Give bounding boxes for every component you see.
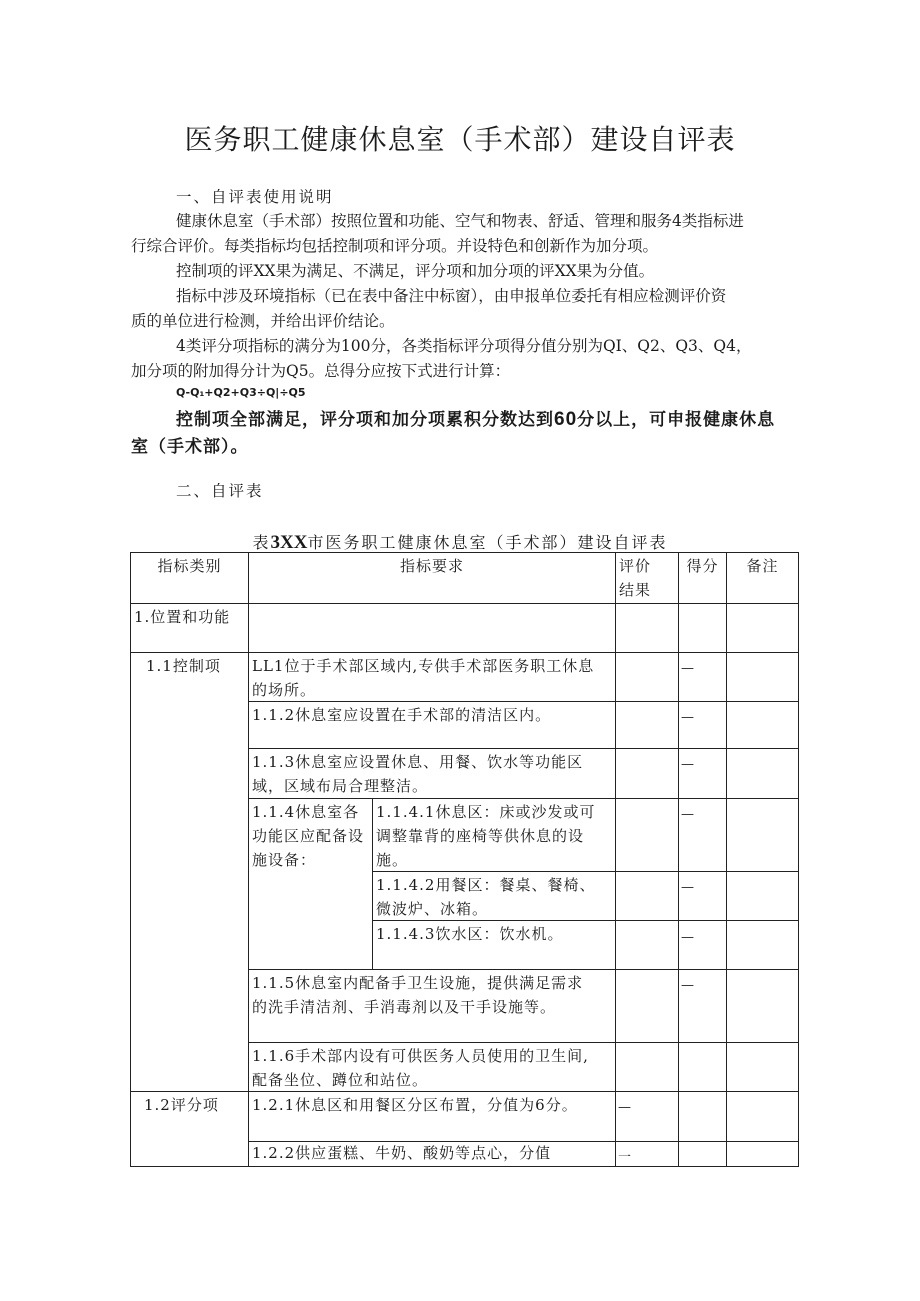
requirement-1-1-4-3: 1.1.4.3饮水区：饮水机。 [376, 925, 564, 943]
table-border-left [130, 552, 131, 1167]
header-note: 备注 [746, 557, 779, 575]
table-col-line-3 [678, 552, 679, 1167]
requirement-1-1-1-line-1: LL1位于手术部区域内,专供手术部医务职工休息 [252, 657, 595, 675]
requirement-1-2-1: 1.2.1休息区和用餐区分区布置，分值为6分。 [252, 1096, 578, 1114]
requirement-1-1-6-line-2: 配备坐位、蹲位和站位。 [252, 1071, 429, 1089]
paragraph-4-line-2: 加分项的附加得分计为Q5。总得分应按下式进行计算： [131, 362, 511, 380]
requirement-1-1-4-1-line-2: 调整靠背的座椅等供休息的设 [376, 827, 585, 845]
table-row-line [248, 1042, 798, 1043]
requirement-1-1-1-line-2: 的场所。 [252, 681, 317, 699]
section1-heading: 一、自评表使用说明 [176, 188, 334, 206]
score-blank-mark: — [681, 710, 694, 725]
header-category: 指标类别 [157, 557, 222, 575]
category-1: 1.位置和功能 [134, 608, 231, 626]
score-blank-mark: — [681, 978, 694, 993]
table-row-line [248, 701, 798, 702]
header-requirement: 指标要求 [399, 557, 464, 575]
paragraph-5-text-b: 分以上，可申报健康休息 [577, 410, 776, 430]
page-title: 医务职工健康休息室（手术部）建设自评表 [184, 123, 736, 156]
table-col-line-2 [615, 552, 616, 1167]
requirement-1-1-6-line-1: 1.1.6手术部内设有可供医务人员使用的卫生间, [252, 1047, 589, 1065]
requirement-1-1-4-line-1: 1.1.4休息室各 [252, 803, 360, 821]
table-subcol-line [372, 798, 373, 969]
caption-bold: 3XX [270, 532, 308, 553]
table-header-bottom [130, 603, 798, 604]
paragraph-3-line-1: 指标中涉及环境指标（已在表中备注中标窗），由申报单位委托有相应检测评价资 [176, 287, 727, 305]
table-border-top [130, 552, 798, 553]
table-border-right [798, 552, 799, 1167]
caption-prefix: 表 [252, 533, 271, 552]
header-score: 得分 [686, 557, 719, 575]
table-row-line [248, 798, 798, 799]
table-row-line [130, 1091, 798, 1092]
paragraph-4-line-1: 4类评分项指标的满分为100分，各类指标评分项得分值分别为QI、Q2、Q3、Q4， [176, 337, 752, 355]
score-blank-mark: — [681, 807, 694, 822]
score-formula: Q-Q₁+Q2+Q3÷Q|÷Q5 [176, 386, 306, 399]
table-row-line [372, 871, 798, 872]
paragraph-1-line-1: 健康休息室（手术部）按照位置和功能、空气和物表、舒适、管理和服务4类指标进 [176, 212, 744, 230]
header-result-line-2: 结果 [619, 581, 652, 599]
requirement-1-1-4-1-line-1: 1.1.4.1休息区：床或沙发或可 [376, 803, 596, 821]
table-col-line-4 [726, 552, 727, 1167]
category-1-2: 1.2评分项 [144, 1096, 219, 1114]
paragraph-2: 控制项的评XX果为满足、不满足，评分项和加分项的评XX果为分值。 [176, 262, 655, 280]
requirement-1-2-2: 1.2.2供应蛋糕、牛奶、酸奶等点心，分值 [252, 1144, 552, 1162]
requirement-1-1-4-2-line-2: 微波炉、冰箱。 [376, 900, 489, 918]
paragraph-5-threshold: 60 [554, 409, 578, 430]
result-blank-mark: 一 [618, 1150, 632, 1165]
requirement-1-1-5-line-2: 的洗手清洁剂、手消毒剂以及干手设施等。 [252, 998, 557, 1016]
paragraph-1-line-2: 行综合评价。每类指标均包括控制项和评分项。并设特色和创新作为加分项。 [131, 237, 659, 255]
table-border-bottom [130, 1166, 798, 1167]
requirement-1-1-5-line-1: 1.1.5休息室内配备手卫生设施，提供满足需求 [252, 974, 584, 992]
score-blank-mark: — [681, 757, 694, 772]
table-row-line [248, 969, 798, 970]
caption-suffix: 市医务职工健康休息室（手术部）建设自评表 [307, 533, 668, 552]
requirement-1-1-3-line-2: 域，区域布局合理整洁。 [252, 777, 429, 795]
section2-heading: 二、自评表 [176, 482, 264, 500]
score-blank-mark: — [681, 880, 694, 895]
table-row-line [130, 652, 798, 653]
result-blank-mark: — [618, 1100, 631, 1115]
requirement-1-1-4-2-line-1: 1.1.4.2用餐区：餐桌、餐椅、 [376, 876, 596, 894]
requirement-1-1-2: 1.1.2休息室应设置在手术部的清洁区内。 [252, 706, 552, 724]
requirement-1-1-4-line-3: 施设备： [252, 851, 317, 869]
table-row-line [248, 748, 798, 749]
table-col-line-1 [248, 552, 249, 1167]
paragraph-5-text-a: 控制项全部满足，评分项和加分项累积分数达到 [176, 410, 554, 430]
score-blank-mark: — [681, 661, 694, 676]
paragraph-3-line-2: 质的单位进行检测，并给出评价结论。 [131, 312, 395, 330]
header-result-line-1: 评价 [619, 557, 652, 575]
paragraph-5-line-2: 室（手术部）。 [131, 437, 249, 457]
category-1-1: 1.1控制项 [146, 657, 221, 675]
requirement-1-1-4-1-line-3: 施。 [376, 851, 409, 869]
requirement-1-1-3-line-1: 1.1.3休息室应设置休息、用餐、饮水等功能区 [252, 753, 584, 771]
score-blank-mark: — [681, 930, 694, 945]
requirement-1-1-4-line-2: 功能区应配备设 [252, 827, 365, 845]
